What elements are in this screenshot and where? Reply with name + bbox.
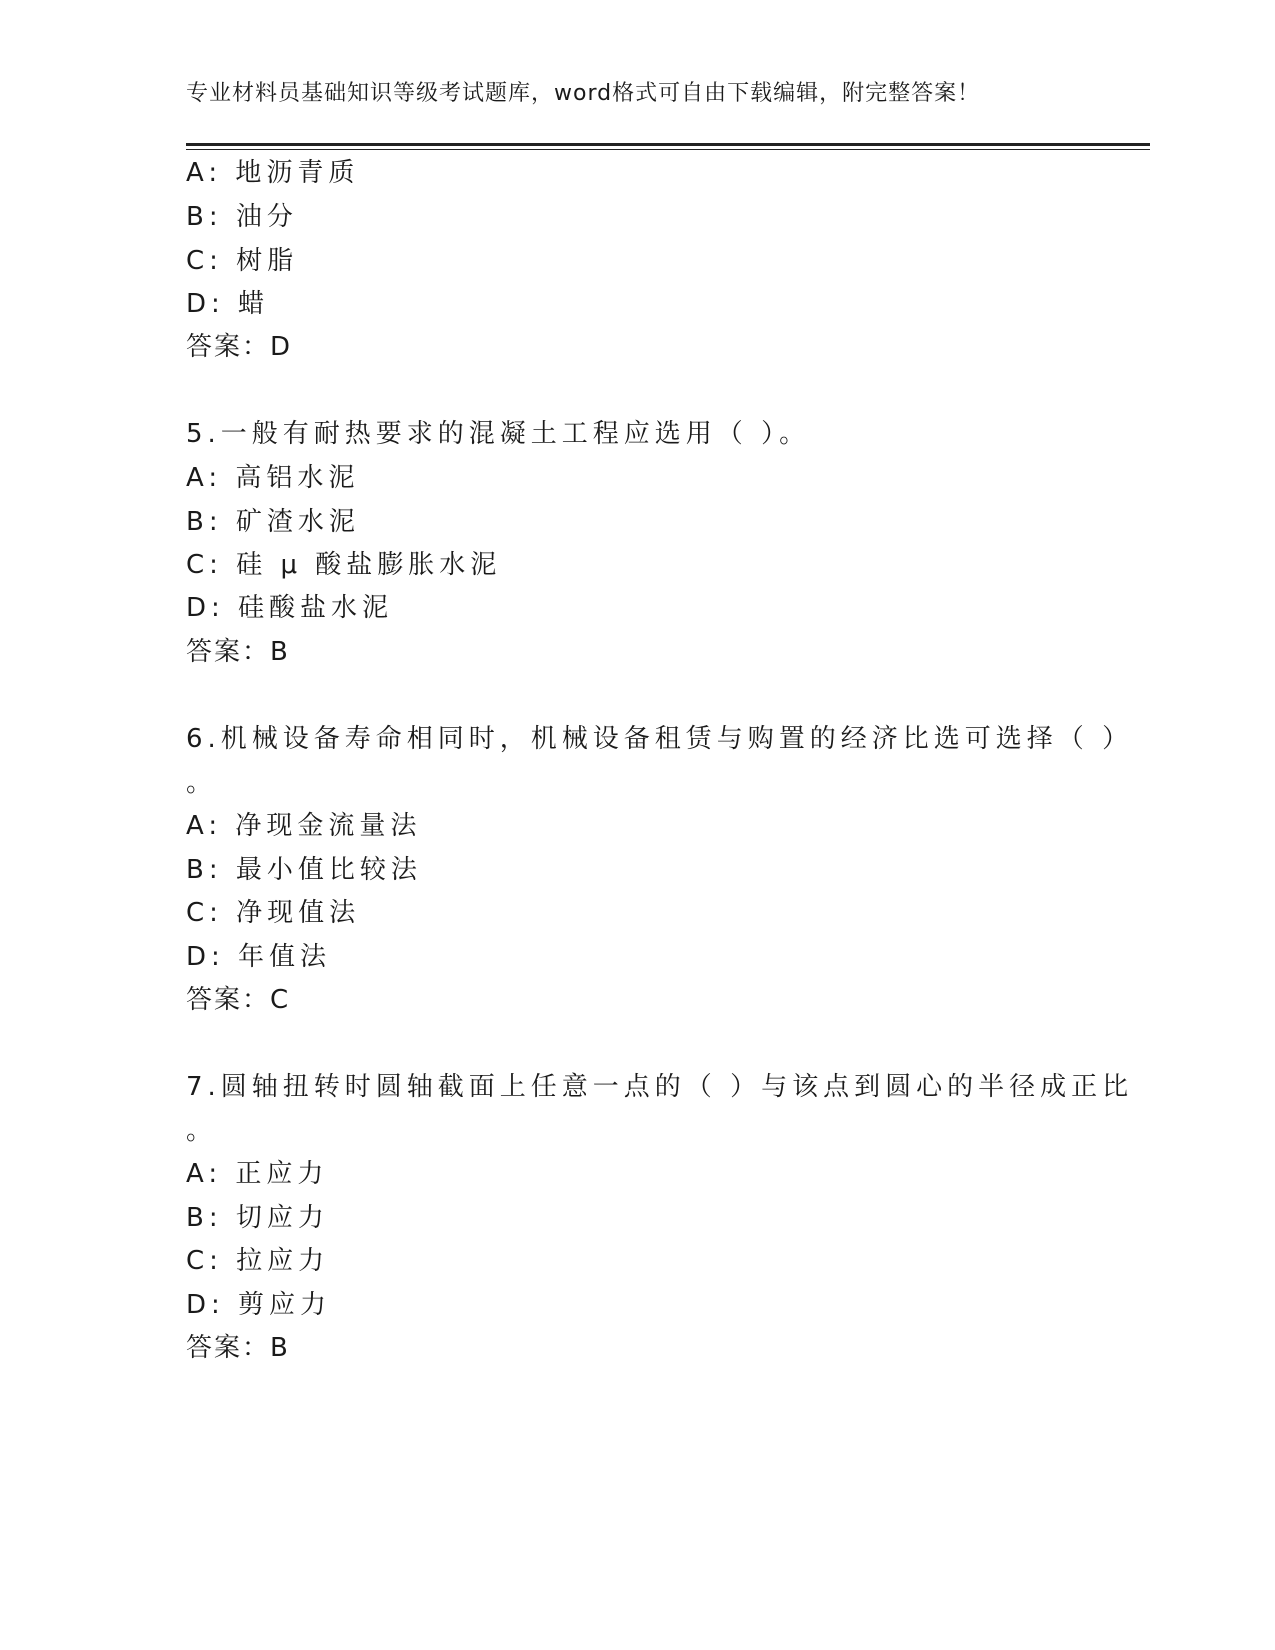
q6-answer: 答案：C [186, 985, 291, 1015]
q4-option-c: C: 树脂 [186, 246, 299, 276]
q4-option-b: B: 油分 [186, 202, 298, 232]
q5-option-c: C: 硅 μ 酸盐膨胀水泥 [186, 550, 502, 580]
q5-option-a: A: 高铝水泥 [186, 463, 360, 493]
q4-option-d: D: 蜡 [186, 289, 270, 319]
q6-option-b: B: 最小值比较法 [186, 855, 422, 885]
q7-question: 7.圆轴扭转时圆轴截面上任意一点的（ ）与该点到圆心的半径成正比 [186, 1072, 1134, 1102]
q7-option-d: D: 剪应力 [186, 1290, 332, 1320]
q6-question-continuation: 。 [186, 768, 218, 798]
q5-option-b: B: 矿渣水泥 [186, 507, 360, 537]
q5-answer: 答案：B [186, 637, 290, 667]
q7-option-a: A: 正应力 [186, 1159, 329, 1189]
q7-option-c: C: 拉应力 [186, 1246, 330, 1276]
q6-option-c: C: 净现值法 [186, 898, 361, 928]
q5-question: 5.一般有耐热要求的混凝土工程应选用（ ）。 [186, 419, 811, 449]
q7-question-continuation: 。 [186, 1116, 218, 1146]
q6-option-a: A: 净现金流量法 [186, 811, 422, 841]
q6-option-d: D: 年值法 [186, 942, 332, 972]
q5-option-d: D: 硅酸盐水泥 [186, 593, 394, 623]
q4-option-a: A: 地沥青质 [186, 158, 360, 188]
q4-answer: 答案：D [186, 332, 293, 362]
q7-option-b: B: 切应力 [186, 1203, 329, 1233]
header-divider [186, 143, 1150, 146]
q7-answer: 答案：B [186, 1333, 290, 1363]
page-header: 专业材料员基础知识等级考试题库，word格式可自由下载编辑，附完整答案！ [186, 81, 981, 106]
q6-question: 6.机械设备寿命相同时，机械设备租赁与购置的经济比选可选择（ ） [186, 724, 1134, 754]
header-divider-thin [186, 149, 1150, 150]
